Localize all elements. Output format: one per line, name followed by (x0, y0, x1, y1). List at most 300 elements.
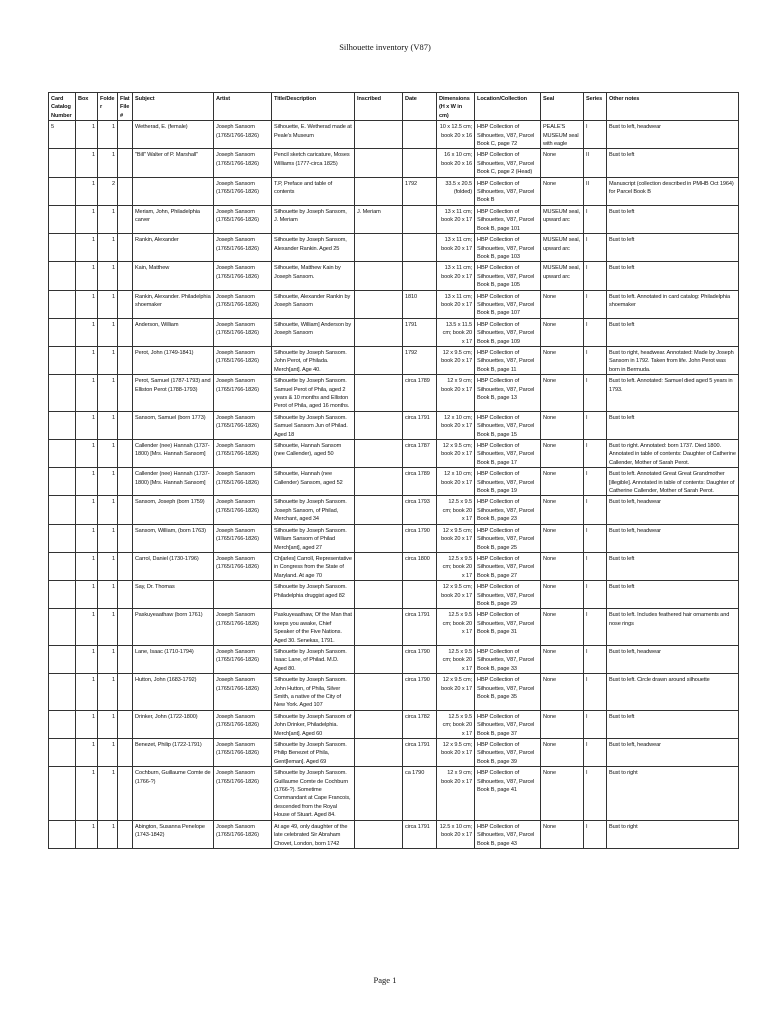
artist-cell: Joseph Sansom (1765/1766-1826) (214, 411, 272, 439)
table-row (49, 524, 739, 552)
location-cell: HBP Collection of Silhouettes, V87, Parcel Book B, page 13 (475, 375, 541, 412)
inscribed-cell (355, 581, 403, 609)
date-cell: circa 1790 (403, 645, 437, 673)
artist-cell: Joseph Sansom (1765/1766-1826) (214, 496, 272, 524)
dimensions-cell: 13 x 11 cm; book 20 x 17 (437, 262, 475, 290)
notes-cell: Bust to left (607, 149, 739, 177)
inscribed-cell (355, 149, 403, 177)
date-cell: 1792 (403, 177, 437, 205)
flat-cell (118, 149, 133, 177)
artist-cell: Joseph Sansom (1765/1766-1826) (214, 346, 272, 374)
inscribed-cell (355, 552, 403, 580)
card-cell (49, 177, 76, 205)
folder-cell: 1 (98, 234, 118, 262)
seal-cell: PEALE'S MUSEUM seal with eagle (541, 121, 584, 149)
series-cell: I (584, 710, 607, 738)
title-cell: Silhouette by Joseph Sansom. Guillaume Comte de Cochburn (1766-?). Sometime Commandant at Cape Francois, descended from the Royal House of Stuart. Aged 84. (272, 767, 355, 820)
location-cell: HBP Collection of Silhouettes, V87, Parcel Book B, page 23 (475, 496, 541, 524)
series-cell: I (584, 440, 607, 468)
notes-cell: Manuscript (collection described in PMHB Oct 1964) for Parcel Book B (607, 177, 739, 205)
location-cell: HBP Collection of Silhouettes, V87, Parcel Book B, page 25 (475, 524, 541, 552)
series-cell: I (584, 205, 607, 233)
seal-cell: None (541, 440, 584, 468)
folder-cell: 1 (98, 346, 118, 374)
series-cell: I (584, 674, 607, 711)
card-cell (49, 440, 76, 468)
artist-cell: Joseph Sansom (1765/1766-1826) (214, 149, 272, 177)
notes-cell: Bust to left (607, 710, 739, 738)
inscribed-cell (355, 767, 403, 820)
flat-cell (118, 318, 133, 346)
title-cell: Silhouette, William] Anderson by Joseph Sansom (272, 318, 355, 346)
subject-cell (133, 177, 214, 205)
card-cell (49, 346, 76, 374)
location-cell: HBP Collection of Silhouettes, V87, Parcel Book B, page 31 (475, 609, 541, 646)
card-cell (49, 149, 76, 177)
card-cell (49, 552, 76, 580)
card-cell (49, 739, 76, 767)
subject-cell: Rankin, Alexander. Philadelphia shoemaker (133, 290, 214, 318)
card-cell (49, 674, 76, 711)
inscribed-cell (355, 468, 403, 496)
subject-cell: Perot, John (1749-1841) (133, 346, 214, 374)
folder-cell: 1 (98, 440, 118, 468)
notes-cell: Bust to right, headwear. Annotated: Made by Joseph Sansom in 1792. Taken from life. John Perot was born in Bermuda. (607, 346, 739, 374)
date-cell: circa 1791 (403, 820, 437, 848)
date-cell: circa 1790 (403, 674, 437, 711)
inscribed-cell (355, 290, 403, 318)
location-cell: HBP Collection of Silhouettes, V87, Parcel Book C, page 72 (475, 121, 541, 149)
notes-cell: Bust to left (607, 262, 739, 290)
box-cell: 1 (76, 149, 98, 177)
subject-cell: Cochburn, Guillaume Comte de (1766-?) (133, 767, 214, 820)
card-cell (49, 318, 76, 346)
dimensions-cell: 12 x 9.5 cm; book 20 x 17 (437, 346, 475, 374)
box-cell: 1 (76, 318, 98, 346)
card-cell (49, 205, 76, 233)
table-row (49, 710, 739, 738)
title-cell: Paskuyeaathaw, Of the Man that keeps you awake, Chief Speaker of the Five Nations. Aged 30. Senekas, 1791. (272, 609, 355, 646)
inscribed-cell (355, 496, 403, 524)
location-cell: HBP Collection of Silhouettes, V87, Parcel Book B, page 17 (475, 440, 541, 468)
artist-cell: Joseph Sansom (1765/1766-1826) (214, 645, 272, 673)
date-cell (403, 262, 437, 290)
seal-cell: None (541, 496, 584, 524)
inscribed-cell: J. Meriam (355, 205, 403, 233)
location-cell: HBP Collection of Silhouettes, V87, Parcel Book B, page 39 (475, 739, 541, 767)
seal-cell: MUSEUM seal, upward arc (541, 205, 584, 233)
location-cell: HBP Collection of Silhouettes, V87, Parcel Book B, page 37 (475, 710, 541, 738)
header-inscribed: Inscribed (355, 93, 403, 121)
box-cell: 1 (76, 496, 98, 524)
inscribed-cell (355, 121, 403, 149)
header-dimensions: Dimensions (H x W in cm) (437, 93, 475, 121)
series-cell: I (584, 346, 607, 374)
folder-cell: 1 (98, 149, 118, 177)
flat-cell (118, 739, 133, 767)
inscribed-cell (355, 234, 403, 262)
title-cell: Silhouette, Hannah (nee Callender) Sansom, aged 52 (272, 468, 355, 496)
date-cell (403, 121, 437, 149)
folder-cell: 1 (98, 411, 118, 439)
subject-cell: Lane, Isaac (1710-1794) (133, 645, 214, 673)
flat-cell (118, 496, 133, 524)
folder-cell: 1 (98, 767, 118, 820)
box-cell: 1 (76, 468, 98, 496)
notes-cell: Bust to left (607, 318, 739, 346)
notes-cell: Bust to left (607, 552, 739, 580)
table-row (49, 411, 739, 439)
inscribed-cell (355, 674, 403, 711)
table-row (49, 149, 739, 177)
box-cell: 1 (76, 767, 98, 820)
header-notes: Other notes (607, 93, 739, 121)
box-cell: 1 (76, 177, 98, 205)
dimensions-cell: 33.5 x 20.5 (folded) (437, 177, 475, 205)
dimensions-cell: 13 x 11 cm; book 20 x 17 (437, 234, 475, 262)
dimensions-cell: 12.5 x 9.5 cm; book 20 x 17 (437, 552, 475, 580)
card-cell (49, 609, 76, 646)
title-cell: Silhouette, Matthew Kain by Joseph Sansom. (272, 262, 355, 290)
inscribed-cell (355, 440, 403, 468)
dimensions-cell: 12 x 9.5 cm; book 20 x 17 (437, 581, 475, 609)
artist-cell: Joseph Sansom (1765/1766-1826) (214, 290, 272, 318)
folder-cell: 1 (98, 121, 118, 149)
location-cell: HBP Collection of Silhouettes, V87, Parcel Book B, page 11 (475, 346, 541, 374)
date-cell: ca 1790 (403, 767, 437, 820)
card-cell (49, 468, 76, 496)
inscribed-cell (355, 262, 403, 290)
inscribed-cell (355, 318, 403, 346)
dimensions-cell: 16 x 10 cm; book 20 x 16 (437, 149, 475, 177)
title-cell: Silhouette by Joseph Sansom. Samuel Sansom Jun of Philad. Aged 18 (272, 411, 355, 439)
card-cell (49, 581, 76, 609)
notes-cell: Bust to left. Annotated: Samuel died aged 5 years in 1793. (607, 375, 739, 412)
location-cell: HBP Collection of Silhouettes, V87, Parcel Book B, page 109 (475, 318, 541, 346)
series-cell: I (584, 375, 607, 412)
box-cell: 1 (76, 205, 98, 233)
table-row (49, 177, 739, 205)
flat-cell (118, 205, 133, 233)
table-row (49, 581, 739, 609)
flat-cell (118, 820, 133, 848)
location-cell: HBP Collection of Silhouettes, V87, Parcel Book B, page 35 (475, 674, 541, 711)
title-cell: Silhouette, E. Wetherad made at Peale's Museum (272, 121, 355, 149)
flat-cell (118, 346, 133, 374)
inventory-table (48, 92, 739, 849)
artist-cell: Joseph Sansom (1765/1766-1826) (214, 609, 272, 646)
date-cell: 1791 (403, 318, 437, 346)
seal-cell: None (541, 581, 584, 609)
location-cell: HBP Collection of Silhouettes, V87, Parcel Book B, page 107 (475, 290, 541, 318)
table-row (49, 552, 739, 580)
title-cell: Silhouette by Joseph Sansom. Samuel Perot of Phila, aged 2 years & 10 months and Elliston Perot of Phila, aged 16 months. (272, 375, 355, 412)
notes-cell: Bust to left, headwear (607, 121, 739, 149)
seal-cell: None (541, 346, 584, 374)
date-cell: circa 1791 (403, 411, 437, 439)
seal-cell: None (541, 645, 584, 673)
box-cell: 1 (76, 609, 98, 646)
seal-cell: None (541, 552, 584, 580)
subject-cell: Anderson, William (133, 318, 214, 346)
title-cell: Pencil sketch caricature, Moses Williams (1777-circa 1825) (272, 149, 355, 177)
seal-cell: None (541, 375, 584, 412)
artist-cell: Joseph Sansom (1765/1766-1826) (214, 234, 272, 262)
date-cell: circa 1789 (403, 375, 437, 412)
flat-cell (118, 121, 133, 149)
date-cell: 1792 (403, 346, 437, 374)
series-cell: I (584, 121, 607, 149)
notes-cell: Bust to left, headwear (607, 645, 739, 673)
header-subject: Subject (133, 93, 214, 121)
header-artist: Artist (214, 93, 272, 121)
table-row (49, 318, 739, 346)
flat-cell (118, 710, 133, 738)
header-location: Location/Collection (475, 93, 541, 121)
inscribed-cell (355, 177, 403, 205)
seal-cell: None (541, 524, 584, 552)
artist-cell: Joseph Sansom (1765/1766-1826) (214, 375, 272, 412)
date-cell: circa 1791 (403, 609, 437, 646)
inscribed-cell (355, 739, 403, 767)
subject-cell: Abington, Susanna Penelope (1743-1842) (133, 820, 214, 848)
location-cell: HBP Collection of Silhouettes, V87, Parcel Book B, page 15 (475, 411, 541, 439)
series-cell: I (584, 739, 607, 767)
series-cell: I (584, 468, 607, 496)
date-cell: circa 1791 (403, 739, 437, 767)
seal-cell: None (541, 290, 584, 318)
flat-cell (118, 375, 133, 412)
box-cell: 1 (76, 411, 98, 439)
date-cell (403, 205, 437, 233)
series-cell: II (584, 177, 607, 205)
box-cell: 1 (76, 645, 98, 673)
subject-cell: Rankin, Alexander (133, 234, 214, 262)
dimensions-cell: 12.5 x 9.5 cm; book 20 x 17 (437, 645, 475, 673)
title-cell: Silhouette by Joseph Sansom. William Sansom of Philad Merch[ant], aged 27 (272, 524, 355, 552)
dimensions-cell: 12 x 9.5 cm; book 20 x 17 (437, 440, 475, 468)
notes-cell: Bust to left (607, 411, 739, 439)
series-cell: I (584, 581, 607, 609)
seal-cell: None (541, 177, 584, 205)
dimensions-cell: 10 x 12.5 cm; book 20 x 16 (437, 121, 475, 149)
flat-cell (118, 411, 133, 439)
title-cell: Silhouette by Joseph Sansom. Philip Benezet of Phila, Gent[leman]. Aged 69 (272, 739, 355, 767)
location-cell: HBP Collection of Silhouettes, V87, Parcel Book B, page 27 (475, 552, 541, 580)
series-cell: I (584, 290, 607, 318)
seal-cell: MUSEUM seal, upward arc (541, 262, 584, 290)
artist-cell: Joseph Sansom (1765/1766-1826) (214, 177, 272, 205)
box-cell: 1 (76, 524, 98, 552)
subject-cell: Sansom, William, (born 1763) (133, 524, 214, 552)
card-cell (49, 411, 76, 439)
seal-cell: None (541, 739, 584, 767)
inscribed-cell (355, 609, 403, 646)
artist-cell: Joseph Sansom (1765/1766-1826) (214, 739, 272, 767)
dimensions-cell: 13 x 11 cm; book 20 x 17 (437, 290, 475, 318)
header-title: Title/Description (272, 93, 355, 121)
subject-cell: Callender (nee) Hannah (1737-1800) [Mrs. Hannah Sansom] (133, 468, 214, 496)
notes-cell: Bust to left. Annotated Great Great Grandmother [illegible]. Annotated in table of contents: Daughter of Catherine Callender, Mother of Sarah Perot. (607, 468, 739, 496)
artist-cell: Joseph Sansom (1765/1766-1826) (214, 262, 272, 290)
table-row (49, 739, 739, 767)
card-cell (49, 234, 76, 262)
inscribed-cell (355, 645, 403, 673)
notes-cell: Bust to right (607, 820, 739, 848)
folder-cell: 1 (98, 645, 118, 673)
subject-cell: Carrol, Daniel (1730-1796) (133, 552, 214, 580)
seal-cell: None (541, 674, 584, 711)
folder-cell: 1 (98, 496, 118, 524)
inscribed-cell (355, 820, 403, 848)
table-row (49, 468, 739, 496)
table-row (49, 375, 739, 412)
date-cell (403, 581, 437, 609)
box-cell: 1 (76, 290, 98, 318)
date-cell: circa 1793 (403, 496, 437, 524)
flat-cell (118, 524, 133, 552)
header-folder: Folder (98, 93, 118, 121)
box-cell: 1 (76, 739, 98, 767)
dimensions-cell: 12.5 x 9.5 cm; book 20 x 17 (437, 609, 475, 646)
folder-cell: 1 (98, 552, 118, 580)
artist-cell: Joseph Sansom (1765/1766-1826) (214, 820, 272, 848)
flat-cell (118, 290, 133, 318)
artist-cell: Joseph Sansom (1765/1766-1826) (214, 674, 272, 711)
card-cell (49, 290, 76, 318)
subject-cell: Paskuyeaathaw (born 1761) (133, 609, 214, 646)
box-cell: 1 (76, 121, 98, 149)
table-row (49, 767, 739, 820)
artist-cell: Joseph Sansom (1765/1766-1826) (214, 318, 272, 346)
folder-cell: 1 (98, 674, 118, 711)
dimensions-cell: 12 x 9 cm; book 20 x 17 (437, 375, 475, 412)
table-body (49, 121, 739, 849)
subject-cell: "Bill" Walter of P. Marshall" (133, 149, 214, 177)
series-cell: I (584, 645, 607, 673)
table-row (49, 262, 739, 290)
header-box: Box (76, 93, 98, 121)
title-cell: Silhouette by Joseph Sansom. John Perot, of Philada. Merch[ant]. Age 40. (272, 346, 355, 374)
series-cell: I (584, 496, 607, 524)
date-cell (403, 234, 437, 262)
folder-cell: 1 (98, 318, 118, 346)
table-row (49, 496, 739, 524)
flat-cell (118, 468, 133, 496)
artist-cell: Joseph Sansom (1765/1766-1826) (214, 440, 272, 468)
date-cell (403, 149, 437, 177)
notes-cell: Bust to left (607, 581, 739, 609)
table-row (49, 674, 739, 711)
page-number: Page 1 (373, 975, 397, 985)
flat-cell (118, 609, 133, 646)
series-cell: I (584, 820, 607, 848)
dimensions-cell: 12 x 9 cm; book 20 x 17 (437, 767, 475, 820)
artist-cell: Joseph Sansom (1765/1766-1826) (214, 552, 272, 580)
table-row (49, 609, 739, 646)
subject-cell: Sansom, Samuel (born 1773) (133, 411, 214, 439)
location-cell: HBP Collection of Silhouettes, V87, Parcel Book B (475, 177, 541, 205)
artist-cell: Joseph Sansom (1765/1766-1826) (214, 468, 272, 496)
notes-cell: Bust to left. Circle drawn around silhouette (607, 674, 739, 711)
series-cell: I (584, 767, 607, 820)
dimensions-cell: 12 x 9.5 cm; book 20 x 17 (437, 524, 475, 552)
title-cell: Silhouette by Joseph Sansom of John Drinker, Philadelphia. Merch[ant]. Aged 60 (272, 710, 355, 738)
seal-cell: None (541, 411, 584, 439)
subject-cell: Sansom, Joseph (born 1759) (133, 496, 214, 524)
seal-cell: None (541, 318, 584, 346)
page-title: Silhouette inventory (V87) (339, 42, 431, 52)
card-cell (49, 710, 76, 738)
dimensions-cell: 12.5 x 10 cm; book 20 x 17 (437, 820, 475, 848)
folder-cell: 1 (98, 581, 118, 609)
card-cell (49, 767, 76, 820)
flat-cell (118, 552, 133, 580)
date-cell: 1810 (403, 290, 437, 318)
location-cell: HBP Collection of Silhouettes, V87, Parcel Book B, page 103 (475, 234, 541, 262)
box-cell: 1 (76, 552, 98, 580)
card-cell: 5 (49, 121, 76, 149)
dimensions-cell: 12.5 x 9.5 cm; book 20 x 17 (437, 496, 475, 524)
flat-cell (118, 177, 133, 205)
date-cell: circa 1800 (403, 552, 437, 580)
title-cell: Silhouette, Alexander Rankin by Joseph Sansom (272, 290, 355, 318)
notes-cell: Bust to left. Includes feathered hair ornaments and nose rings (607, 609, 739, 646)
box-cell: 1 (76, 375, 98, 412)
location-cell: HBP Collection of Silhouettes, V87, Parcel Book B, page 105 (475, 262, 541, 290)
title-cell: Silhouette by Joseph Sansom. Philadelphia druggist aged 82 (272, 581, 355, 609)
seal-cell: None (541, 468, 584, 496)
notes-cell: Bust to left (607, 234, 739, 262)
series-cell: I (584, 524, 607, 552)
seal-cell: None (541, 710, 584, 738)
dimensions-cell: 12 x 9.5 cm; book 20 x 17 (437, 674, 475, 711)
card-cell (49, 820, 76, 848)
series-cell: I (584, 552, 607, 580)
table-row (49, 440, 739, 468)
flat-cell (118, 262, 133, 290)
card-cell (49, 375, 76, 412)
inscribed-cell (355, 524, 403, 552)
box-cell: 1 (76, 710, 98, 738)
title-cell: Silhouette by Joseph Sansom, J. Meriam (272, 205, 355, 233)
subject-cell: Hutton, John (1683-1792) (133, 674, 214, 711)
table-row (49, 645, 739, 673)
subject-cell: Drinker, John (1722-1800) (133, 710, 214, 738)
location-cell: HBP Collection of Silhouettes, V87, Parcel Book C, page 2 (Head) (475, 149, 541, 177)
header-series: Series (584, 93, 607, 121)
location-cell: HBP Collection of Silhouettes, V87, Parcel Book B, page 29 (475, 581, 541, 609)
inscribed-cell (355, 710, 403, 738)
title-cell: At age 49, only daughter of the late celebrated Sir Abraham Chovet, London, born 1742 (272, 820, 355, 848)
dimensions-cell: 12 x 10 cm; book 20 x 17 (437, 411, 475, 439)
artist-cell: Joseph Sansom (1765/1766-1826) (214, 205, 272, 233)
notes-cell: Bust to left, headwear (607, 739, 739, 767)
header-date: Date (403, 93, 437, 121)
header-flat: Flat File # (118, 93, 133, 121)
dimensions-cell: 12 x 9.5 cm; book 20 x 17 (437, 739, 475, 767)
card-cell (49, 524, 76, 552)
date-cell: circa 1787 (403, 440, 437, 468)
date-cell: circa 1782 (403, 710, 437, 738)
folder-cell: 1 (98, 205, 118, 233)
title-cell: T.P, Preface and table of contents (272, 177, 355, 205)
folder-cell: 1 (98, 375, 118, 412)
location-cell: HBP Collection of Silhouettes, V87, Parcel Book B, page 43 (475, 820, 541, 848)
subject-cell: Callender (nee) Hannah (1737-1800) [Mrs. Hannah Sansom] (133, 440, 214, 468)
date-cell: circa 1790 (403, 524, 437, 552)
inscribed-cell (355, 375, 403, 412)
